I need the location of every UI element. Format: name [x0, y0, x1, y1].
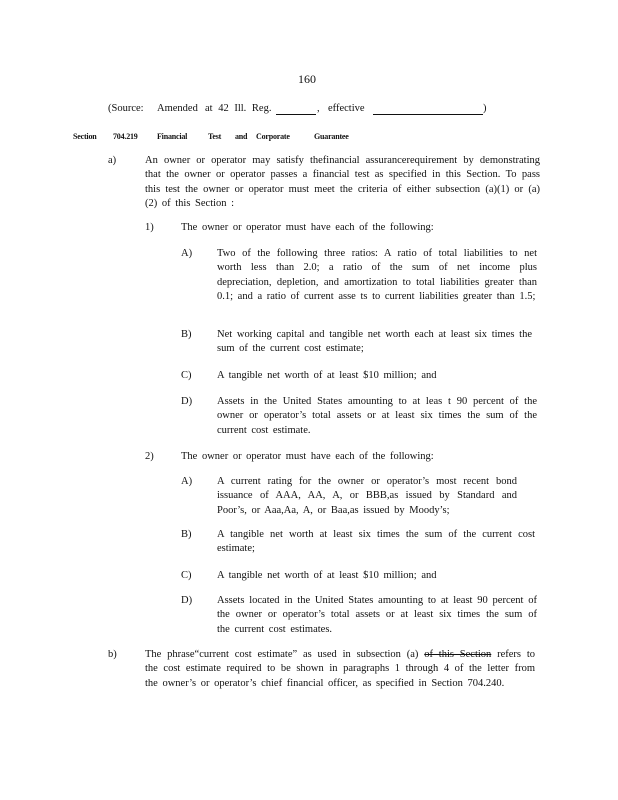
item-1-label: 1) [145, 222, 154, 233]
item-2-text: The owner or operator must have each of the following: [181, 451, 434, 462]
section-title-word-5: Guarantee [314, 132, 349, 141]
source-register: at 42 Ill. Reg. [205, 103, 272, 114]
item-1-A-label: A) [181, 248, 193, 259]
item-1-D-text: Assets in the United States amounting to at leas t 90 percent of the owner or operator’s total assets or at least six times the sum of the current cost estimate. [217, 396, 537, 436]
item-2-D-text: Assets located in the United States amounting to at least 90 percent of the owner or operator’s total assets or at least six times the sum of the current cost estimates. [217, 595, 537, 635]
item-2-B-text: A tangible net worth at least six times the sum of the current cost estimate; [217, 529, 535, 555]
source-close: ) [483, 103, 487, 114]
section-word: Section [73, 132, 97, 141]
item-1-A-text: Two of the following three ratios: A ratio of total liabilities to net worth less than 2.0; a ratio of the sum of net income plus depreciation, depletion, and amortization to total liabilities greater than 0.1; and a ratio of current asse ts to current liabilities greater than 1.5; [217, 248, 537, 302]
section-heading [0, 130, 618, 142]
effective-blank-line [373, 103, 483, 115]
section-number: 704.219 [113, 132, 138, 141]
subsection-a-text: An owner or operator may satisfy thefinancial assurancerequirement by demonstrating that the owner or operator passes a financial test as specified in this Section. To pass this test the owner or operator must meet the criteria of either subsection (a)(1) or (a)(2) of this Section : [145, 155, 540, 209]
subsection-b-text [145, 648, 535, 691]
subsection-b-label: b) [108, 649, 117, 660]
item-2-label: 2) [145, 451, 154, 462]
item-1-D-label: D) [181, 396, 193, 407]
section-title-word-2: Test [208, 132, 222, 141]
subsection-b-struck-text: of this Section [424, 649, 492, 660]
source-amended: Amended [157, 103, 198, 114]
item-2-A-label: A) [181, 476, 193, 487]
item-2-A-text: A current rating for the owner or operator’s most recent bond issuance of AAA, AA, A, or BBB,as issued by Standard and Poor’s, or Aaa,Aa, A, or Baa,as issued by Moody’s; [217, 476, 517, 516]
item-2-C-label: C) [181, 570, 192, 581]
source-open: (Source: [108, 103, 144, 114]
subsection-b-text-after: refers to the cost estimate required to be shown in paragraphs 1 through 4 of the letter from the owner’s or operator’s chief financial officer, as specified in Section 704.240. [145, 649, 535, 689]
subsection-b-text-before: The phrase“current cost estimate” as used in subsection (a) [145, 649, 425, 660]
section-title-word-4: Corporate [256, 132, 290, 141]
item-1-C-text: A tangible net worth of at least $10 million; and [217, 370, 437, 381]
subsection-a-label: a) [108, 155, 117, 166]
source-comma: , [317, 103, 320, 114]
source-effective: effective [328, 103, 365, 114]
item-2-D-label: D) [181, 595, 193, 606]
item-1-B-label: B) [181, 329, 192, 340]
item-1-text: The owner or operator must have each of the following: [181, 222, 434, 233]
item-1-C-label: C) [181, 370, 192, 381]
section-title-word-1: Financial [157, 132, 188, 141]
page-number: 160 [298, 72, 316, 86]
item-1-B-text: Net working capital and tangible net worth each at least six times the sum of the current cost estimate; [217, 329, 532, 355]
register-blank-line [276, 103, 316, 115]
section-title-word-3: and [235, 132, 248, 141]
item-2-C-text: A tangible net worth of at least $10 million; and [217, 570, 437, 581]
item-2-B-label: B) [181, 529, 192, 540]
